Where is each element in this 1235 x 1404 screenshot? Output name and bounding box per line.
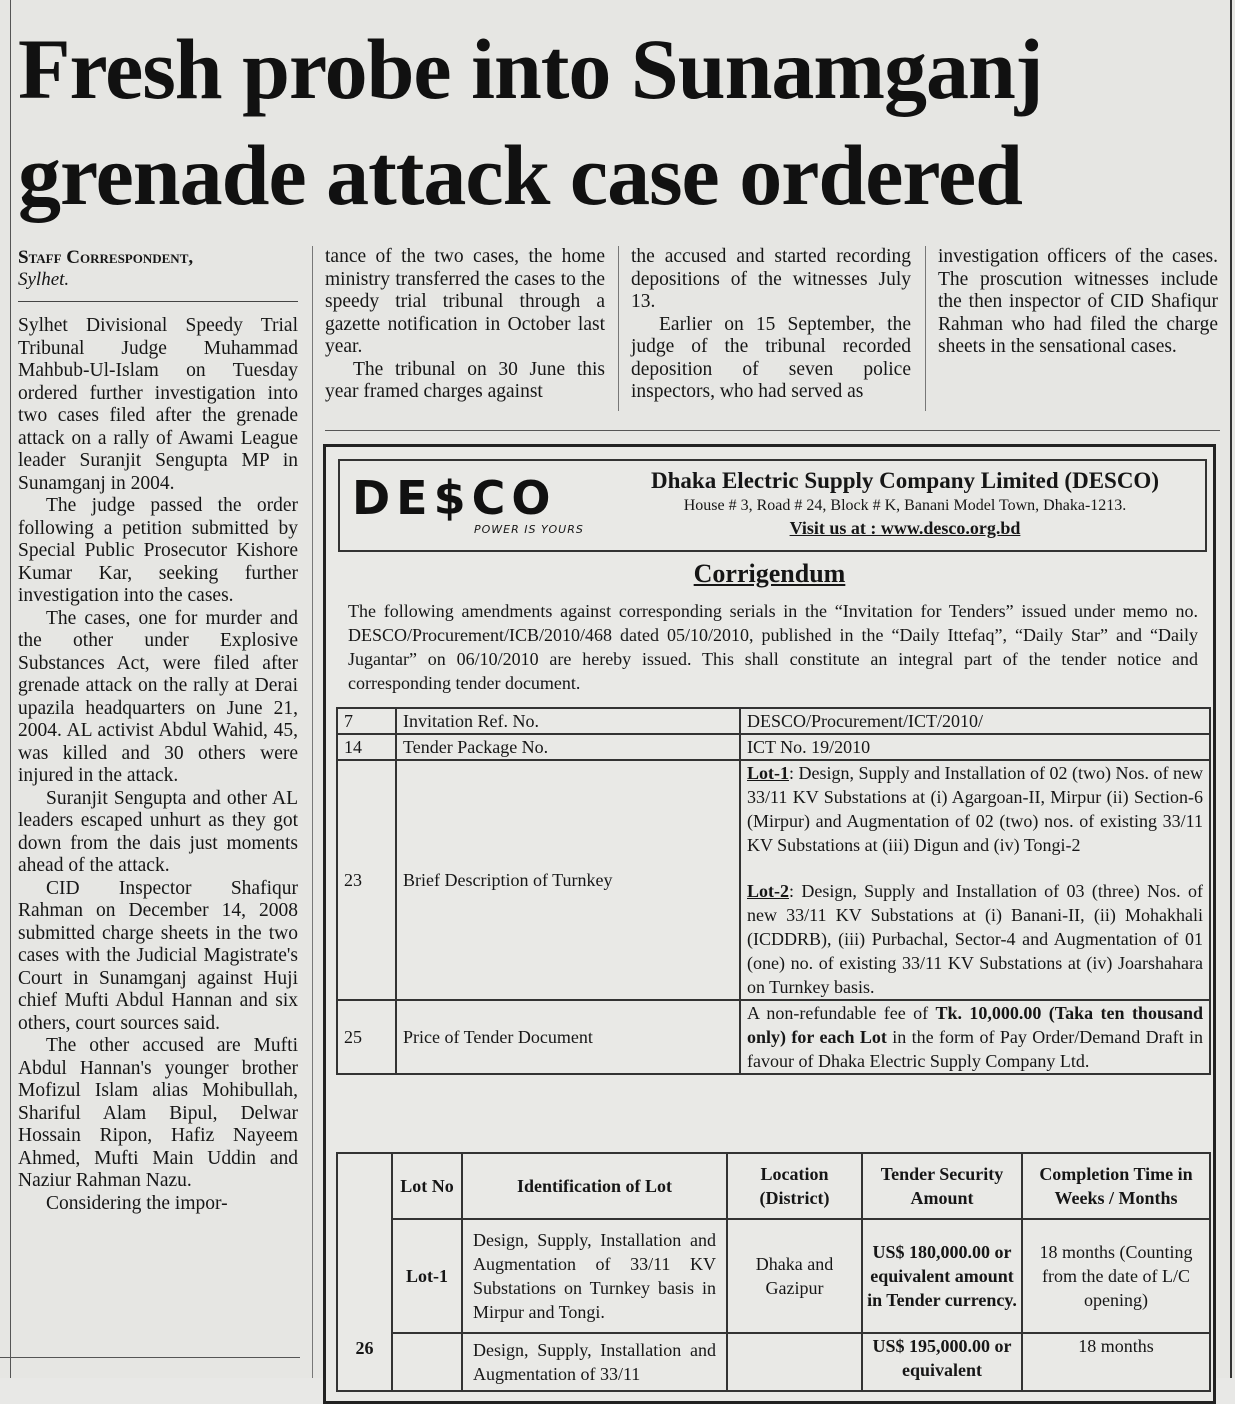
- value-cell: [740, 1000, 1210, 1074]
- serial-cell: 26: [337, 1153, 392, 1391]
- value-cell: [740, 760, 1210, 1000]
- security-cell: US$ 180,000.00 or equivalent amount in Tender currency.: [862, 1219, 1022, 1333]
- headline-line-2: grenade attack case ordered: [18, 127, 1022, 223]
- completion-cell: 18 months: [1022, 1333, 1210, 1391]
- table-row: [337, 760, 1210, 1000]
- paragraph: Considering the impor-: [46, 1192, 228, 1214]
- column-header: Identification of Lot: [462, 1153, 727, 1219]
- value-cell: ICT No. 19/2010: [740, 734, 1210, 760]
- lot-2-heading: Lot-2: [747, 881, 789, 901]
- column-header: Tender Security Amount: [862, 1153, 1022, 1219]
- paragraph: investigation officers of the cases. The proscution witnesses include the then inspector of CID Shafiqur Rahman who had filed the charge sheets in the sensational cases.: [938, 246, 1218, 357]
- paragraph: Earlier on 15 September, the judge of the tribunal recorded deposition of seven police inspectors, who had served as: [631, 313, 911, 402]
- paragraph: The other accused are Mufti Abdul Hannan's younger brother Mofizul Islam alias Mohibullah, Shariful Alam Bipul, Delwar Hossain Ripon, Hafiz Nayeem Ahmed, Mufti Main Uddin and Naziur Rahman Nazu.: [18, 1035, 298, 1191]
- paragraph: Sylhet Divisional Speedy Trial Tribunal Judge Muhammad Mahbub-Ul-Islam on Tuesday ordered further investigation into two cases filed after the grenade attack on a rally of Awami League leader Suranjit Sengupta MP in Sunamganj in 2004.: [18, 315, 298, 494]
- company-name: Dhaka Electric Supply Company Limited (DESCO): [651, 468, 1159, 493]
- paragraph: tance of the two cases, the home ministry transferred the cases to the speedy trial tribunal through a gazette notification in October last year.: [325, 246, 605, 357]
- serial-cell: 25: [337, 1000, 396, 1074]
- article-column-4: [938, 246, 1218, 359]
- column-header: Completion Time in Weeks / Months: [1022, 1153, 1210, 1219]
- right-margin-rule: [1230, 0, 1232, 1378]
- ad-header-box: [338, 459, 1207, 552]
- amendments-table: [336, 707, 1211, 1075]
- article-column-2: [325, 246, 605, 404]
- identification-cell: Design, Supply, Installation and Augmentation of 33/11: [462, 1333, 727, 1391]
- lots-table: [336, 1152, 1211, 1392]
- lot-1-text: : Design, Supply and Installation of 02 (two) Nos. of new 33/11 KV Substations at (i) Agargoan-II, Mirpur (ii) Section-6 (Mirpur) and Augmentation of 02 (two) nos. of existing 33/11 KV Substations at (iii) Digun and (iv) Tongi-2: [747, 763, 1203, 855]
- website-link[interactable]: Visit us at : www.desco.org.bd: [789, 518, 1021, 538]
- lot-1-heading: Lot-1: [747, 763, 789, 783]
- desco-logo: [352, 471, 592, 539]
- paragraph: CID Inspector Shafiqur Rahman on December 14, 2008 submitted charge sheets in the two cases with the Judicial Magistrate's Court in Sunamganj against Huji chief Mufti Abdul Hannan and six others, court sources said.: [18, 877, 298, 1034]
- serial-cell: 14: [337, 734, 396, 760]
- security-cell: US$ 195,000.00 or equivalent: [862, 1333, 1022, 1391]
- identification-cell: Design, Supply, Installation and Augmentation of 33/11 KV Substations on Turnkey basis in Mirpur and Tongi.: [462, 1219, 727, 1333]
- company-block: [610, 467, 1200, 539]
- byline: [18, 247, 303, 291]
- company-address: House # 3, Road # 24, Block # K, Banani Model Town, Dhaka-1213.: [683, 497, 1127, 514]
- column-header: Location (District): [727, 1153, 862, 1219]
- paragraph: The tribunal on 30 June this year framed charges against: [325, 358, 605, 402]
- table-header-row: [337, 1153, 1210, 1219]
- lot-1-description: [747, 761, 1203, 857]
- byline-name: Staff Correspondent,: [18, 247, 194, 268]
- fee-text: in the form of Pay Order/Demand Draft in favour of Dhaka Electric Supply Company Ltd.: [747, 1027, 1203, 1071]
- logo-tagline: POWER IS YOURS: [474, 523, 584, 536]
- paragraph: Suranjit Sengupta and other AL leaders escaped unhurt as they got down from the dais just moments ahead of the attack.: [18, 787, 298, 876]
- left-margin-rule: [10, 0, 11, 1378]
- corrigendum-intro: The following amendments against corresponding serials in the “Invitation for Tenders” issued under memo no. DESCO/Procurement/ICB/2010/468 dated 05/10/2010, published in the “Daily Ittefaq”, “Daily Star” and “Daily Jugantar” on 06/10/2010 are hereby issued. This shall constitute an integral part of the tender notice and corresponding tender document.: [348, 601, 1198, 693]
- desco-advertisement: [323, 444, 1216, 1404]
- column-end-rule: [0, 1357, 300, 1358]
- location-cell: Dhaka and Gazipur: [727, 1219, 862, 1333]
- lot-no-cell: Lot-1: [392, 1219, 462, 1333]
- label-cell: Invitation Ref. No.: [396, 708, 740, 734]
- paragraph: The judge passed the order following a petition submitted by Special Public Prosecutor Kishore Kumar Kar, seeking further investigation into the cases.: [18, 495, 298, 606]
- byline-divider: [18, 301, 298, 302]
- completion-cell: 18 months (Counting from the date of L/C opening): [1022, 1219, 1210, 1333]
- column-divider: [618, 246, 619, 411]
- label-cell: Price of Tender Document: [396, 1000, 740, 1074]
- logo-wordmark: DE$CO: [352, 471, 557, 525]
- fee-amount: Tk. 10,000.00 (Taka ten thousand only) for each Lot: [747, 1003, 1203, 1047]
- paragraph: the accused and started recording depositions of the witnesses July 13.: [631, 246, 911, 312]
- ad-separator: [325, 430, 1220, 431]
- table-row: [337, 1000, 1210, 1074]
- column-header: Lot No: [392, 1153, 462, 1219]
- value-cell: DESCO/Procurement/ICT/2010/: [740, 708, 1210, 734]
- article-column-3: [631, 246, 911, 404]
- location-cell: [727, 1333, 862, 1391]
- fee-text: A non-refundable fee of: [747, 1003, 936, 1023]
- headline: [18, 16, 1228, 228]
- lot-no-cell: [392, 1333, 462, 1391]
- label-cell: Tender Package No.: [396, 734, 740, 760]
- article-column-1: [18, 315, 298, 1215]
- table-row: [337, 708, 1210, 734]
- table-row: [337, 1219, 1210, 1333]
- paragraph: The cases, one for murder and the other under Explosive Substances Act, were filed after grenade attack on the rally at Derai upazila headquarters on June 21, 2004. AL activist Abdul Wahid, 45, was killed and 30 others were injured in the attack.: [18, 607, 298, 786]
- lot-2-text: : Design, Supply and Installation of 03 (three) Nos. of new 33/11 KV Substations at (i) Banani-II, (ii) Mohakhali (ICDDRB), (iii) Purbachal, Sector-4 and Augmentation of 01 (one) no. of existing 33/11 KV Substations at (iv) Joarshahara on Turnkey basis.: [747, 881, 1203, 997]
- lot-2-description: [747, 879, 1203, 999]
- table-row: [337, 734, 1210, 760]
- corrigendum-title: Corrigendum: [693, 559, 846, 588]
- column-divider: [312, 246, 313, 1378]
- serial-cell: 23: [337, 760, 396, 1000]
- serial-cell: 7: [337, 708, 396, 734]
- headline-line-1: Fresh probe into Sunamganj: [18, 21, 1043, 117]
- label-cell: Brief Description of Turnkey: [396, 760, 740, 1000]
- column-divider: [925, 246, 926, 411]
- byline-place: Sylhet.: [18, 269, 70, 290]
- table-row: [337, 1333, 1210, 1391]
